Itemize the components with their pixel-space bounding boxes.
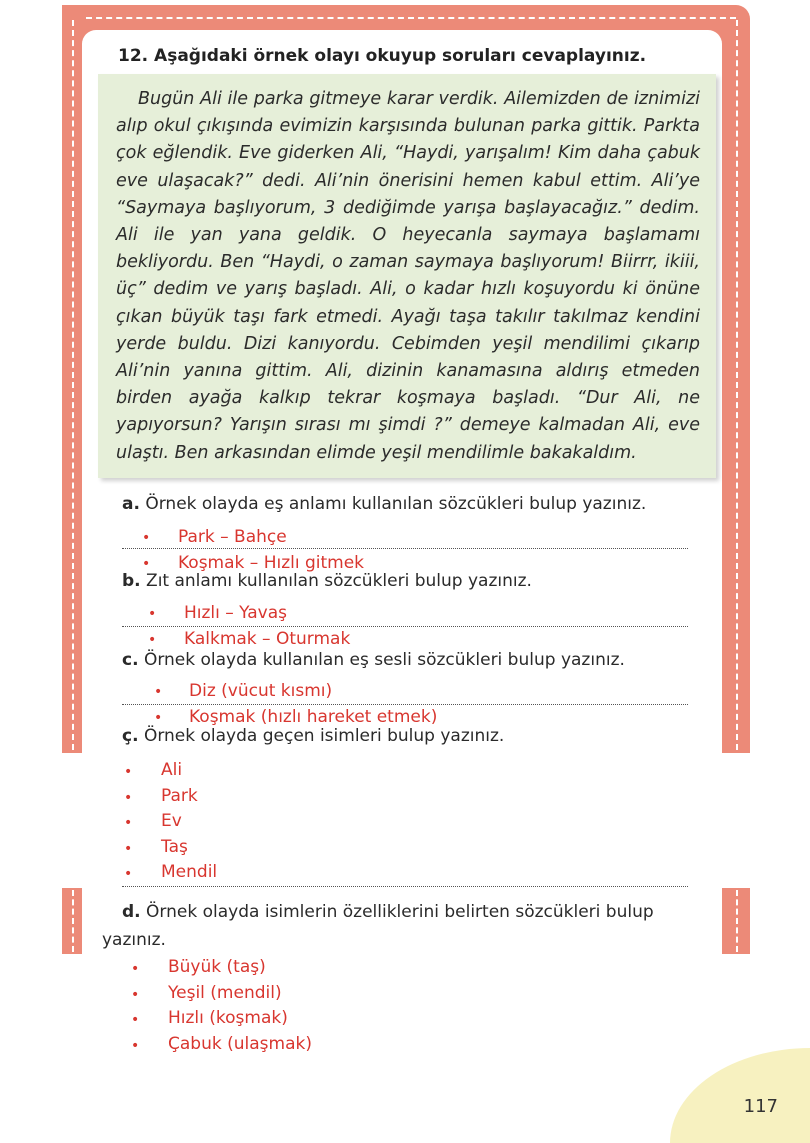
frame-dash-right-lower	[736, 890, 738, 952]
question-b-text: Zıt anlamı kullanılan sözcükleri bulup yazınız.	[146, 571, 532, 591]
answer-line	[122, 548, 688, 549]
answer-cc-1: Ali	[161, 760, 183, 780]
answer-d-2: Yeşil (mendil)	[168, 983, 282, 1003]
question-d-text: Örnek olayda isimlerin özelliklerini belirten sözcükleri bulup	[146, 902, 654, 922]
answer-a-2: Koşmak – Hızlı gitmek	[178, 553, 365, 573]
question-a-letter: a.	[122, 494, 140, 514]
frame-dash-left-lower	[72, 890, 74, 952]
passage-text: Bugün Ali ile parka gitmeye karar verdik. Ailemizden de iznimizi alıp okul çıkışında evimizin karşısında bulunan parka gittik. Parkta çok eğlendik. Eve giderken Ali, “Haydi, yarışalım! Kim daha çabuk eve ulaşacak?” dedi. Ali’nin önerisini hemen kabul ettim. Ali’ye “Saymaya başlıyorum, 3 dediğimde yarışa başlayacağız.” dedim. Ali ile yan yana geldik. O heyecanla saymaya başlamamı bekliyordu. Ben “Haydi, o zaman saymaya başlıyorum! Biirrr, ikiii, üç” dedim ve yarış başladı. Ali, o kadar hızlı koşuyordu ki önüne çıkan büyük taşı fark etmedi. Ayağı taşa takılır takılmaz kendini yerde buldu. Dizi kanıyordu. Cebimden yeşil mendilimi çıkarıp Ali’nin yanına gittim. Ali, dizinin kanamasına aldırış etmeden birden ayağa kalkıp tekrar koşmaya başladı. “Dur Ali, ne yapıyorsun? Yarışın sırası mı şimdi ?” demeye kalmadan Ali, eve ulaştı. Ben arkasından elimde yeşil mendilimle bakakaldım.	[116, 89, 700, 463]
bullet: •	[124, 841, 133, 857]
answer-line	[122, 626, 688, 627]
bullet: •	[131, 987, 140, 1003]
bullet: •	[131, 961, 140, 977]
bullet: •	[124, 866, 133, 882]
question-a	[122, 494, 646, 514]
answer-line	[122, 886, 688, 887]
answer-d-1: Büyük (taş)	[168, 957, 266, 977]
bullet: •	[131, 1038, 140, 1054]
question-d-continued	[102, 930, 166, 950]
frame-dash-left	[72, 20, 74, 750]
question-cc-letter: ç.	[122, 726, 139, 746]
answer-cc-3: Ev	[161, 811, 182, 831]
bullet: •	[124, 815, 133, 831]
bullet: •	[142, 530, 151, 546]
answer-cc-5: Mendil	[161, 862, 218, 882]
answer-cc-4: Taş	[161, 837, 188, 857]
bullet: •	[124, 764, 133, 780]
question-number: 12.	[118, 46, 149, 66]
answer-d-4: Çabuk (ulaşmak)	[168, 1034, 312, 1054]
frame-dash-top	[86, 17, 736, 19]
question-c-text: Örnek olayda kullanılan eş sesli sözcükleri bulup yazınız.	[143, 650, 625, 670]
question-d-letter: d.	[122, 902, 141, 922]
bullet: •	[131, 1012, 140, 1028]
answer-d-3: Hızlı (koşmak)	[168, 1008, 288, 1028]
question-cc-text: Örnek olayda geçen isimleri bulup yazınız.	[143, 726, 505, 746]
question-d	[122, 902, 654, 922]
answer-c-1: Diz (vücut kısmı)	[189, 681, 333, 701]
bullet: •	[154, 684, 163, 700]
bullet: •	[154, 710, 163, 726]
question-c	[122, 650, 625, 670]
bullet: •	[142, 556, 151, 572]
page-corner-decoration	[670, 1048, 810, 1143]
answer-b-2: Kalkmak – Oturmak	[184, 629, 351, 649]
answer-c-2: Koşmak (hızlı hareket etmek)	[189, 707, 438, 727]
answer-a-1: Park – Bahçe	[178, 527, 287, 547]
question-title	[118, 46, 646, 66]
page-number: 117	[743, 1096, 778, 1117]
question-c-letter: c.	[122, 650, 139, 670]
answer-cc-2: Park	[161, 786, 198, 806]
question-b	[122, 571, 532, 591]
bullet: •	[148, 606, 157, 622]
question-instruction: Aşağıdaki örnek olayı okuyup soruları cevaplayınız.	[154, 46, 647, 66]
bullet: •	[124, 790, 133, 806]
bullet: •	[148, 632, 157, 648]
question-d-text-2: yazınız.	[102, 930, 166, 950]
question-b-letter: b.	[122, 571, 141, 591]
answer-line	[122, 704, 688, 705]
frame-dash-right	[736, 20, 738, 750]
answer-b-1: Hızlı – Yavaş	[184, 603, 287, 623]
question-cc	[122, 726, 504, 746]
question-a-text: Örnek olayda eş anlamı kullanılan sözcükleri bulup yazınız.	[145, 494, 647, 514]
